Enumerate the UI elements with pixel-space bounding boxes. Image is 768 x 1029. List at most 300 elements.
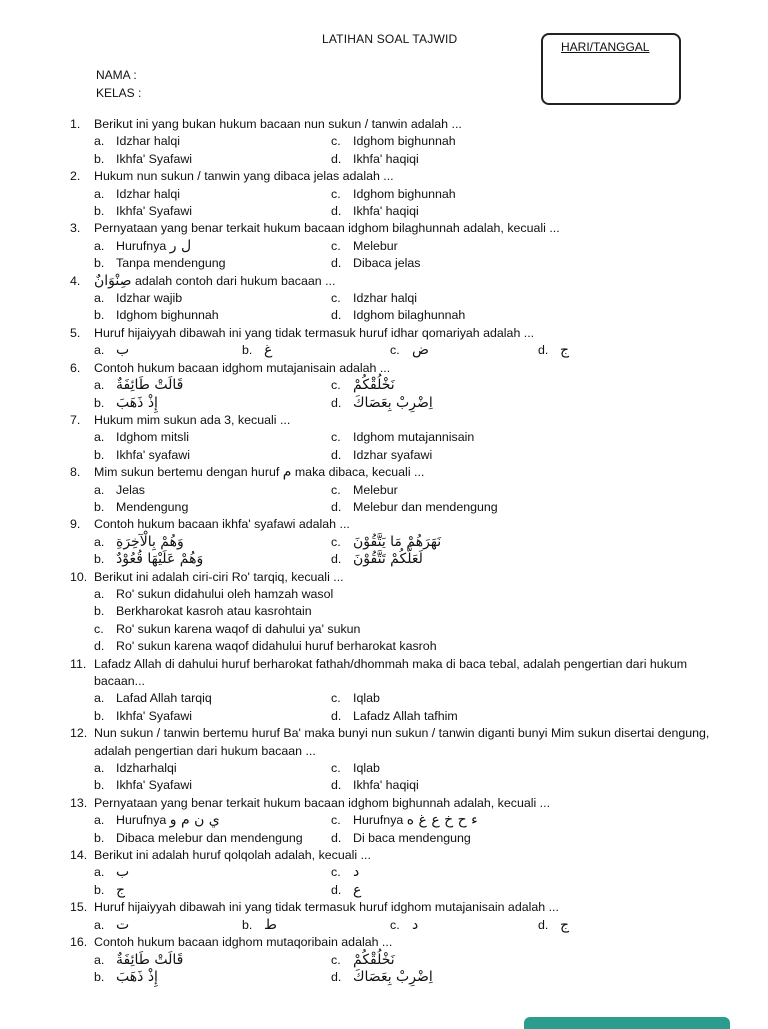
option-body (116, 255, 226, 272)
option-body (116, 290, 182, 307)
answer-option (242, 342, 390, 359)
answer-options (94, 586, 730, 656)
question-sentence: Hukum nun sukun / tanwin yang dibaca jelas adalah ... (94, 169, 394, 184)
option-row (94, 812, 730, 829)
question-sentence: Contoh hukum bacaan ikhfa' syafawi adalah ... (94, 517, 350, 532)
answer-options (94, 534, 730, 569)
option-body (116, 864, 129, 881)
option-letter: c. (331, 134, 341, 149)
option-row (94, 638, 730, 655)
answer-option (94, 551, 331, 568)
answer-option (94, 377, 331, 394)
option-body (353, 882, 361, 899)
option-body (264, 917, 277, 934)
question-item (70, 725, 730, 795)
arabic-text: اِضْرِبْ بِعَصَاكَ (353, 968, 433, 985)
option-text: Idzhar syafawi (353, 447, 433, 462)
answer-option (94, 534, 331, 551)
option-text: Iqlab (353, 761, 380, 776)
answer-option (94, 482, 331, 499)
option-text: Ikhfa' haqiqi (353, 204, 419, 219)
arabic-text: قَالَتْ طَائِفَةٌ (116, 377, 184, 394)
answer-options (94, 377, 730, 412)
option-text: Idghom bighunnah (353, 134, 456, 149)
answer-option (94, 777, 331, 794)
answer-option (94, 186, 331, 203)
option-text: Idghom mitsli (116, 430, 189, 445)
answer-options (94, 690, 730, 725)
option-body (353, 238, 398, 255)
option-letter: a. (94, 691, 105, 706)
question-text (94, 273, 730, 290)
answer-option (538, 917, 686, 934)
option-body (353, 830, 471, 847)
answer-option (94, 882, 331, 899)
arabic-text: ب (116, 342, 130, 359)
answer-option (390, 342, 538, 359)
class-label: KELAS : (96, 86, 142, 100)
question-header (70, 220, 730, 237)
option-row (94, 690, 730, 707)
option-letter: c. (331, 952, 341, 967)
answer-option (94, 447, 331, 464)
answer-option (331, 969, 568, 986)
question-sentence: adalah contoh dari hukum bacaan ... (134, 273, 336, 288)
question-item (70, 116, 730, 168)
question-item (70, 412, 730, 464)
answer-option (331, 952, 568, 969)
answer-options (94, 429, 730, 464)
option-body (116, 203, 192, 220)
option-body (353, 760, 380, 777)
option-letter: c. (94, 621, 104, 636)
option-letter: b. (94, 151, 105, 166)
question-number: 3. (70, 221, 81, 236)
question-text (94, 360, 730, 377)
option-row (94, 952, 730, 969)
question-item (70, 934, 730, 986)
question-header (70, 656, 730, 691)
option-body (116, 307, 219, 324)
option-body (116, 342, 129, 359)
option-row (94, 708, 730, 725)
option-body (116, 534, 184, 551)
question-text (94, 464, 730, 481)
question-list (70, 116, 730, 986)
option-row (94, 186, 730, 203)
answer-options (94, 482, 730, 517)
arabic-text: ط (264, 916, 277, 933)
answer-option (331, 238, 568, 255)
option-row (94, 133, 730, 150)
answer-option (94, 255, 331, 272)
answer-option (331, 429, 568, 446)
option-body (353, 307, 465, 324)
option-letter: b. (94, 395, 105, 410)
option-letter: b. (94, 778, 105, 793)
option-letter: c. (390, 917, 400, 932)
question-item (70, 795, 730, 847)
answer-options (94, 917, 730, 934)
option-row (94, 377, 730, 394)
option-row (94, 969, 730, 986)
question-sentence: Pernyataan yang benar terkait hukum bacaan idghom bilaghunnah adalah, kecuali ... (94, 221, 560, 236)
arabic-text: نَخْلُقْكُمْ (353, 951, 395, 968)
answer-option (94, 429, 331, 446)
option-row (94, 882, 730, 899)
bottom-tab-bar[interactable] (524, 1017, 730, 1029)
answer-option (331, 395, 568, 412)
option-letter: d. (331, 499, 342, 514)
option-body (116, 760, 177, 777)
question-number: 2. (70, 169, 81, 184)
question-item (70, 899, 730, 934)
option-letter: d. (331, 552, 342, 567)
option-letter: b. (94, 830, 105, 845)
option-letter: a. (94, 343, 105, 358)
option-text: Mendengung (116, 499, 189, 514)
question-number: 13. (70, 795, 88, 810)
option-row (94, 551, 730, 568)
arabic-text: وَهُمْ عَلَيْهَا قُعُوْدٌ (116, 551, 204, 568)
option-row (94, 238, 730, 255)
answer-option (331, 203, 568, 220)
answer-option (94, 603, 312, 620)
answer-option (331, 482, 568, 499)
option-letter: b. (94, 552, 105, 567)
answer-option (94, 812, 331, 829)
option-letter: a. (94, 134, 105, 149)
option-text: Idzhar wajib (116, 291, 183, 306)
answer-option (331, 151, 568, 168)
option-text: Idzhar halqi (353, 291, 418, 306)
option-body (116, 603, 312, 620)
option-text: Jelas (116, 482, 145, 497)
option-body (353, 133, 456, 150)
arabic-text: قَالَتْ طَائِفَةٌ (116, 951, 184, 968)
option-letter: b. (94, 447, 105, 462)
question-item (70, 847, 730, 899)
answer-option (94, 638, 437, 655)
option-text: Ikhfa' Syafawi (116, 708, 193, 723)
arabic-text: ض (412, 342, 429, 359)
option-body (353, 969, 433, 986)
answer-option (94, 917, 242, 934)
option-body (353, 186, 456, 203)
question-text (94, 656, 730, 691)
option-text: Idghom bighunnah (116, 308, 219, 323)
arabic-text: نَهَرَهُمْ مَا يَتَّقُوْنَ (353, 533, 442, 550)
option-row (94, 395, 730, 412)
option-body (116, 377, 183, 394)
option-body (116, 551, 203, 568)
option-text: Ikhfa' Syafawi (116, 778, 193, 793)
option-row (94, 307, 730, 324)
answer-option (94, 290, 331, 307)
option-row (94, 255, 730, 272)
option-letter: d. (331, 395, 342, 410)
answer-option (331, 812, 568, 829)
arabic-text: وَهُمْ بِالْآخِرَةِ (116, 533, 184, 550)
option-letter: b. (94, 708, 105, 723)
arabic-text: م (282, 464, 292, 481)
option-row (94, 290, 730, 307)
option-text: Di baca mendengung (353, 830, 471, 845)
option-text: Lafadz Allah tafhim (353, 708, 458, 723)
option-body (116, 238, 191, 255)
question-number: 10. (70, 569, 88, 584)
option-text: Iqlab (353, 691, 380, 706)
question-number: 16. (70, 935, 88, 950)
option-letter: a. (94, 291, 105, 306)
answer-options (94, 133, 730, 168)
option-text: Hurufnya (353, 813, 404, 828)
option-letter: a. (94, 865, 105, 880)
option-text: Idghom mutajannisain (353, 430, 475, 445)
option-row (94, 342, 730, 359)
option-letter: d. (331, 969, 342, 984)
question-number: 6. (70, 360, 81, 375)
question-sentence: Contoh hukum bacaan idghom mutaqoribain adalah ... (94, 935, 393, 950)
date-label: HARI/TANGGAL (561, 40, 650, 54)
option-body (353, 377, 395, 394)
option-body (353, 203, 419, 220)
question-header (70, 725, 730, 760)
option-row (94, 482, 730, 499)
option-letter: c. (331, 291, 341, 306)
option-letter: c. (331, 865, 341, 880)
question-number: 1. (70, 117, 81, 131)
option-body (116, 395, 158, 412)
question-text (94, 847, 730, 864)
option-body (116, 638, 437, 655)
option-body (560, 917, 569, 934)
option-letter: a. (94, 813, 105, 828)
arabic-text: ج (560, 916, 570, 933)
question-header (70, 168, 730, 185)
option-body (116, 447, 190, 464)
option-letter: d. (331, 882, 342, 897)
option-body (116, 969, 158, 986)
option-letter: a. (94, 482, 105, 497)
question-header (70, 847, 730, 864)
option-body (412, 917, 418, 934)
answer-options (94, 342, 730, 359)
option-body (116, 586, 333, 603)
question-sentence: Lafadz Allah di dahului huruf berharokat fathah/dhommah maka di baca tebal, adalah pengertian dari hukum bacaan... (94, 656, 688, 688)
option-text: Idzharhalqi (116, 761, 177, 776)
question-text (94, 220, 730, 237)
question-item (70, 569, 730, 656)
question-number: 8. (70, 465, 81, 480)
option-body (116, 482, 145, 499)
answer-option (94, 969, 331, 986)
arabic-text: ج (116, 881, 126, 898)
option-body (116, 777, 192, 794)
option-body (353, 395, 433, 412)
answer-option (331, 551, 568, 568)
question-text (94, 569, 730, 586)
arabic-text: نَخْلُقْكُمْ (353, 377, 395, 394)
option-letter: b. (242, 917, 253, 932)
option-letter: a. (94, 917, 105, 932)
option-letter: b. (94, 308, 105, 323)
answer-option (94, 203, 331, 220)
option-body (116, 151, 192, 168)
answer-option (390, 917, 538, 934)
question-sentence: Hukum mim sukun ada 3, kecuali ... (94, 412, 291, 427)
option-letter: d. (331, 708, 342, 723)
option-body (353, 708, 458, 725)
question-header (70, 795, 730, 812)
option-text: Ikhfa' syafawi (116, 447, 190, 462)
answer-options (94, 952, 730, 987)
question-sentence: Contoh hukum bacaan idghom mutajanisain adalah ... (94, 360, 391, 375)
question-number: 9. (70, 517, 81, 532)
option-row (94, 917, 730, 934)
arabic-text: ل ر (169, 237, 192, 254)
option-row (94, 830, 730, 847)
option-letter: b. (94, 969, 105, 984)
question-item (70, 220, 730, 272)
answer-option (331, 290, 568, 307)
option-text: Ikhfa' haqiqi (353, 778, 419, 793)
option-body (353, 290, 417, 307)
answer-option (94, 342, 242, 359)
option-text: Hurufnya (116, 813, 167, 828)
question-header (70, 116, 730, 133)
answer-option (94, 864, 331, 881)
option-text: Melebur (353, 482, 398, 497)
arabic-text: لَعَلَّكُمْ تَتَّقُوْنَ (353, 551, 423, 568)
answer-option (331, 760, 568, 777)
answer-option (538, 342, 686, 359)
option-letter: c. (331, 534, 341, 549)
answer-options (94, 864, 730, 899)
arabic-text: اِضْرِبْ بِعَصَاكَ (353, 394, 433, 411)
question-text (94, 516, 730, 533)
answer-options (94, 238, 730, 273)
answer-option (94, 621, 360, 638)
option-letter: b. (94, 204, 105, 219)
option-row (94, 203, 730, 220)
answer-option (94, 238, 331, 255)
answer-option (94, 690, 331, 707)
option-text: Melebur dan mendengung (353, 499, 498, 514)
option-letter: d. (538, 917, 549, 932)
question-item (70, 360, 730, 412)
option-body (264, 342, 272, 359)
answer-options (94, 186, 730, 221)
option-letter: b. (94, 882, 105, 897)
option-letter: d. (94, 639, 105, 654)
option-body (116, 690, 212, 707)
question-header (70, 516, 730, 533)
option-letter: b. (94, 256, 105, 271)
option-letter: c. (331, 378, 341, 393)
answer-option (94, 151, 331, 168)
arabic-text: ب (116, 864, 130, 881)
answer-option (331, 133, 568, 150)
option-body (116, 429, 189, 446)
option-body (353, 551, 423, 568)
option-body (116, 621, 360, 638)
option-letter: c. (331, 691, 341, 706)
option-letter: b. (242, 343, 253, 358)
arabic-text: غ (264, 342, 273, 359)
answer-option (331, 708, 568, 725)
answer-option (331, 307, 568, 324)
answer-option (331, 255, 568, 272)
option-letter: a. (94, 586, 105, 601)
question-sentence: Huruf hijaiyyah dibawah ini yang tidak termasuk huruf idghom mutajanisain adalah ... (94, 900, 559, 915)
question-text (94, 934, 730, 951)
option-body (116, 133, 180, 150)
option-text: Lafad Allah tarqiq (116, 691, 212, 706)
answer-option (331, 777, 568, 794)
option-letter: d. (331, 204, 342, 219)
answer-options (94, 290, 730, 325)
option-letter: c. (331, 186, 341, 201)
question-header (70, 273, 730, 290)
question-item (70, 656, 730, 726)
answer-options (94, 760, 730, 795)
option-body (116, 917, 129, 934)
option-body (353, 952, 395, 969)
answer-option (94, 307, 331, 324)
answer-option (331, 499, 568, 516)
question-header (70, 899, 730, 916)
option-text: Dibaca melebur dan mendengung (116, 830, 303, 845)
option-text: Ikhfa' Syafawi (116, 151, 193, 166)
answer-option (94, 586, 333, 603)
answer-option (94, 760, 331, 777)
option-row (94, 603, 730, 620)
option-letter: b. (94, 499, 105, 514)
option-body (353, 429, 474, 446)
option-letter: a. (94, 238, 105, 253)
option-body (353, 482, 398, 499)
question-number: 5. (70, 325, 81, 340)
option-text: Berkharokat kasroh atau kasrohtain (116, 604, 312, 619)
option-letter: d. (331, 447, 342, 462)
option-row (94, 777, 730, 794)
answer-option (94, 952, 331, 969)
question-header (70, 412, 730, 429)
question-text (94, 795, 730, 812)
question-sentence: Berikut ini adalah huruf qolqolah adalah, kecuali ... (94, 848, 371, 863)
option-text: Ikhfa' Syafawi (116, 204, 193, 219)
question-text (94, 325, 730, 342)
option-letter: a. (94, 952, 105, 967)
option-letter: b. (94, 604, 105, 619)
option-row (94, 586, 730, 603)
option-letter: d. (331, 308, 342, 323)
option-body (116, 499, 188, 516)
option-body (353, 690, 380, 707)
option-letter: c. (390, 343, 400, 358)
arabic-text: د (412, 916, 419, 933)
option-letter: d. (331, 830, 342, 845)
arabic-text: ء ح خ ع غ ه (406, 812, 478, 829)
option-body (353, 499, 498, 516)
option-letter: c. (331, 761, 341, 776)
question-header (70, 360, 730, 377)
option-body (116, 882, 125, 899)
name-label: NAMA : (96, 68, 137, 82)
option-row (94, 429, 730, 446)
option-text: Melebur (353, 238, 398, 253)
